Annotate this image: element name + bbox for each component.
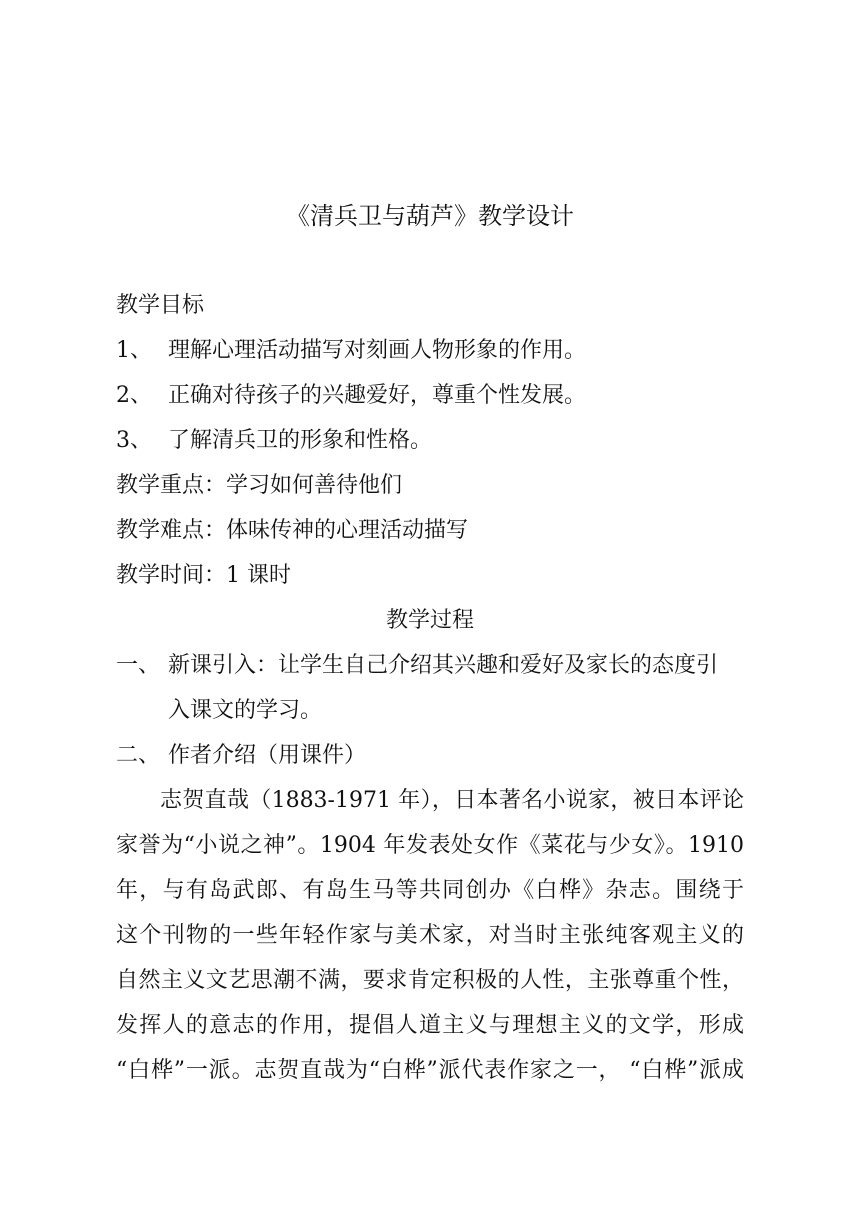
goal-item-1 xyxy=(116,336,586,366)
goal-number: 3、 xyxy=(116,428,152,453)
paragraph-line: 年，与有岛武郎、有岛生马等共同创办《白桦》杂志。围绕于 xyxy=(116,878,744,903)
goal-text: 了解清兵卫的形象和性格。 xyxy=(168,428,433,453)
paragraph-line: 自然主义文艺思潮不满，要求肯定积极的人性，主张尊重个性， xyxy=(116,968,744,993)
step-text: 新课引入：让学生自己介绍其兴趣和爱好及家长的态度引 xyxy=(168,653,719,678)
difficulty: 教学难点：体味传神的心理活动描写 xyxy=(116,518,469,543)
step-number: 二、 xyxy=(116,743,161,768)
goal-item-3 xyxy=(116,426,432,456)
key-point: 教学重点：学习如何善待他们 xyxy=(116,473,403,498)
goal-item-2 xyxy=(116,381,586,411)
class-time: 教学时间：1 课时 xyxy=(116,563,291,588)
step-text: 作者介绍（用课件） xyxy=(168,743,367,768)
step-item-1-continuation: 入课文的学习。 xyxy=(168,698,323,723)
process-heading: 教学过程 xyxy=(385,608,474,633)
goals-heading: 教学目标 xyxy=(116,293,205,318)
step-number: 一、 xyxy=(116,653,161,678)
goal-number: 2、 xyxy=(116,383,152,408)
paragraph-line: 志贺直哉（1883-1971 年），日本著名小说家，被日本评论 xyxy=(160,788,744,813)
goal-text: 理解心理活动描写对刻画人物形象的作用。 xyxy=(168,338,587,363)
paragraph-line: “白桦”一派。志贺直哉为“白桦”派代表作家之一， “白桦”派成 xyxy=(116,1058,744,1083)
document-title: 《清兵卫与葫芦》教学设计 xyxy=(286,202,574,230)
goal-number: 1、 xyxy=(116,338,152,363)
step-item-1 xyxy=(116,651,718,681)
paragraph-line: 发挥人的意志的作用，提倡人道主义与理想主义的文学，形成 xyxy=(116,1013,744,1038)
paragraph-line: 这个刊物的一些年轻作家与美术家，对当时主张纯客观主义的 xyxy=(116,923,744,948)
step-item-2 xyxy=(116,741,366,771)
goal-text: 正确对待孩子的兴趣爱好，尊重个性发展。 xyxy=(168,383,587,408)
paragraph-line: 家誉为“小说之神”。1904 年发表处女作《菜花与少女》。1910 xyxy=(116,833,744,858)
